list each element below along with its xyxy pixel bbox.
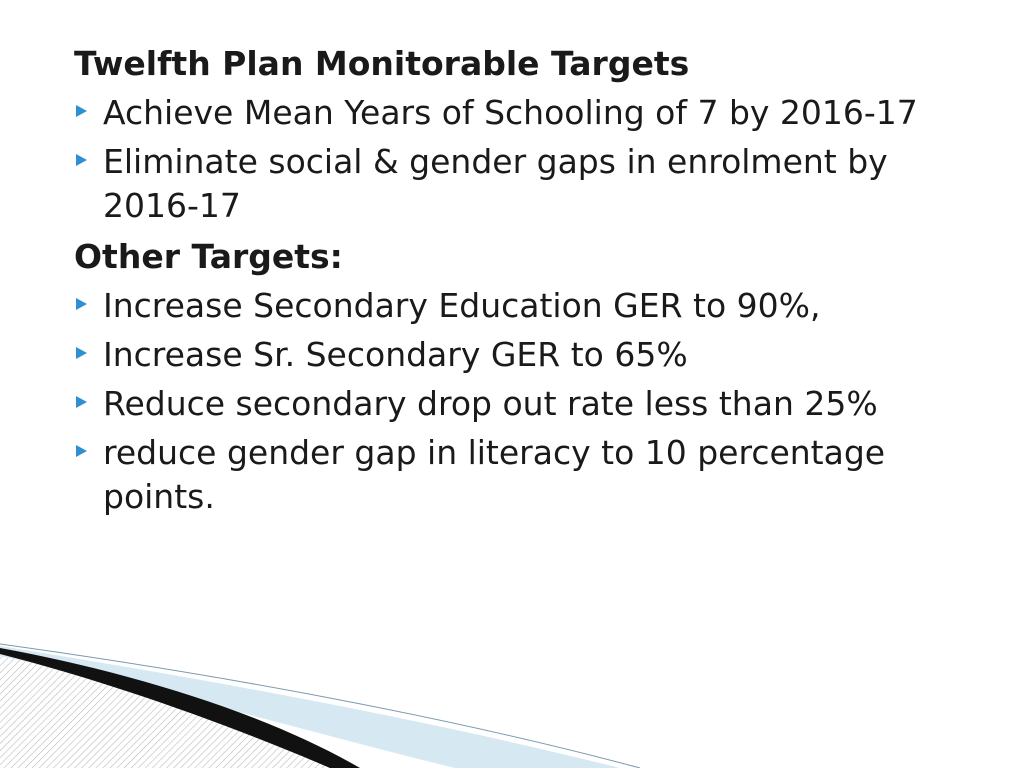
bullet-text: Achieve Mean Years of Schooling of 7 by 2016-17 (103, 93, 918, 132)
triangle-bullet-icon (76, 396, 87, 408)
bullet-list-other-targets (74, 284, 974, 519)
bullet-item (74, 431, 974, 519)
bullet-item (74, 284, 974, 328)
bullet-text: Eliminate social & gender gaps in enrolment by 2016-17 (103, 142, 888, 225)
triangle-bullet-icon (76, 154, 87, 166)
bullet-item (74, 382, 974, 426)
triangle-bullet-icon (76, 105, 87, 117)
bullet-text: Reduce secondary drop out rate less than 25% (103, 384, 878, 423)
section-heading-twelfth-plan: Twelfth Plan Monitorable Targets (74, 44, 690, 83)
bullet-text: Increase Secondary Education GER to 90%, (103, 286, 821, 325)
bullet-item (74, 140, 974, 228)
triangle-bullet-icon (76, 347, 87, 359)
bullet-text: reduce gender gap in literacy to 10 percentage points. (103, 433, 886, 516)
section-heading-other-targets: Other Targets: (74, 237, 343, 276)
triangle-bullet-icon (76, 445, 87, 457)
triangle-bullet-icon (76, 298, 87, 310)
slide-content (74, 40, 974, 524)
bullet-text: Increase Sr. Secondary GER to 65% (103, 335, 688, 374)
bullet-item (74, 333, 974, 377)
decorative-swoosh-graphic (0, 630, 1024, 768)
bullet-item (74, 91, 974, 135)
bullet-list-twelfth-plan (74, 91, 974, 228)
